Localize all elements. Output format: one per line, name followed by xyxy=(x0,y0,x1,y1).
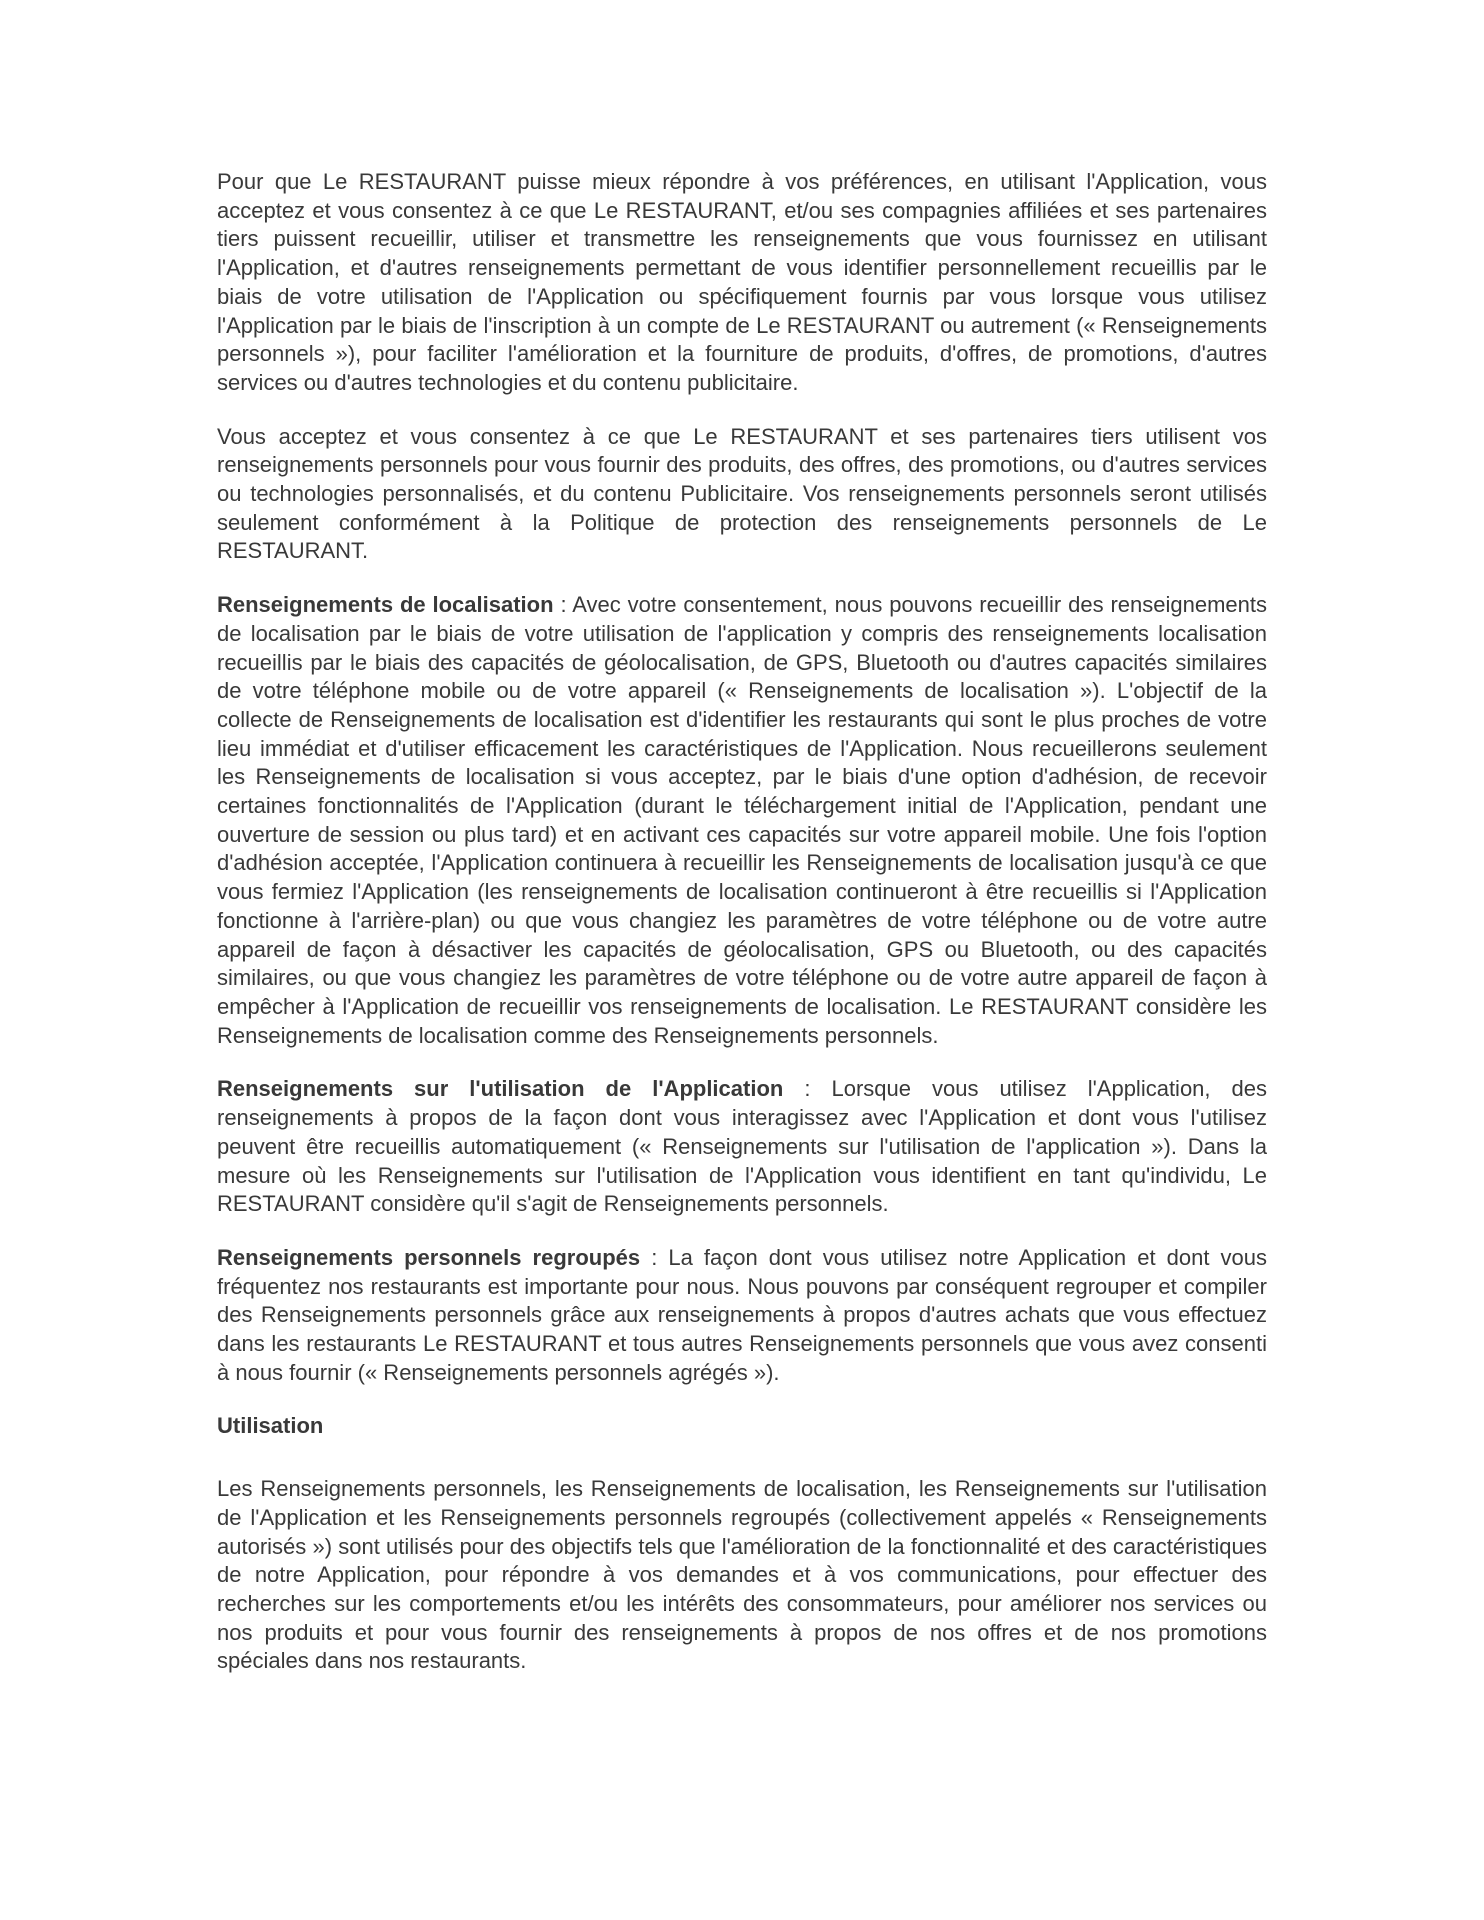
paragraph-text: Vous acceptez et vous consentez à ce que Le RESTAURANT et ses partenaires tiers utilisent vos renseignements personnels pour vous fournir des produits, des offres, des promotions, ou d'autres services ou technologies personnalisés, et du contenu Publicitaire. Vos renseignements personnels seront utilisés seulement conformément à la Politique de protection des renseignements personnels de Le RESTAURANT. xyxy=(217,423,1267,564)
paragraph-text: Avec votre consentement, nous pouvons recueillir des renseignements de localisation par le biais de votre utilisation de l'application y compris des renseignements localisation recueillis par le biais des capacités de géolocalisation, de GPS, Bluetooth ou d'autres capacités similaires de votre téléphone mobile ou de votre appareil (« Renseignements de localisation »). L'objectif de la collecte de Renseignements de localisation est d'identifier les restaurants qui sont le plus proches de votre lieu immédiat et d'utiliser efficacement les caractéristiques de l'Application. Nous recueillerons seulement les Renseignements de localisation si vous acceptez, par le biais d'une option d'adhésion, de recevoir certaines fonctionnalités de l'Application (durant le téléchargement initial de l'Application, pendant une ouverture de session ou plus tard) et en activant ces capacités sur votre appareil mobile. Une fois l'option d'adhésion acceptée, l'Application continuera à recueillir les Renseignements de localisation jusqu'à ce que vous fermiez l'Application (les renseignements de localisation continueront à être recueillis si l'Application fonctionne à l'arrière-plan) ou que vous changiez les paramètres de votre téléphone ou de votre autre appareil de façon à désactiver les capacités de géolocalisation, GPS ou Bluetooth, ou des capacités similaires, ou que vous changiez les paramètres de votre téléphone ou de votre autre appareil de façon à empêcher à l'Application de recueillir vos renseignements de localisation. Le RESTAURANT considère les Renseignements de localisation comme des Renseignements personnels. xyxy=(217,592,1267,1048)
paragraph-separator: : xyxy=(640,1244,669,1270)
paragraph-consent-collection xyxy=(217,168,1267,398)
document-content xyxy=(217,168,1267,1701)
paragraph-app-usage-info xyxy=(217,1075,1267,1219)
paragraph-label-aggregated-info: Renseignements personnels regroupés xyxy=(217,1244,641,1270)
paragraph-text: Les Renseignements personnels, les Renseignements de localisation, les Renseignements sur l'utilisation de l'Application et les Renseignements personnels regroupés (collectivement appelés « Renseignements autorisés ») sont utilisés pour des objectifs tels que l'amélioration de la fonctionnalité et des caractéristiques de notre Application, pour répondre à vos demandes et à vos communications, pour effectuer des recherches sur les comportements et/ou les intérêts des consommateurs, pour améliorer nos services ou nos produits et pour vous fournir des renseignements à propos de nos offres et de nos promotions spéciales dans nos restaurants. xyxy=(217,1476,1267,1674)
paragraph-text: Lorsque vous utilisez l'Application, des renseignements à propos de la façon dont vous interagissez avec l'Application et dont vous l'utilisez peuvent être recueillis automatiquement (« Renseignements sur l'utilisation de l'application »). Dans la mesure où les Renseignements sur l'utilisation de l'Application vous identifient en tant qu'individu, Le RESTAURANT considère qu'il s'agit de Renseignements personnels. xyxy=(217,1076,1268,1217)
paragraph-aggregated-info xyxy=(217,1244,1267,1388)
paragraph-text: Pour que Le RESTAURANT puisse mieux répondre à vos préférences, en utilisant l'Application, vous acceptez et vous consentez à ce que Le RESTAURANT, et/ou ses compagnies affiliées et ses partenaires tiers puissent recueillir, utiliser et transmettre les renseignements que vous fournissez en utilisant l'Application, et d'autres renseignements permettant de vous identifier personnellement recueillis par le biais de votre utilisation de l'Application ou spécifiquement fournis par vous lorsque vous utilisez l'Application par le biais de l'inscription à un compte de Le RESTAURANT ou autrement (« Renseignements personnels »), pour faciliter l'amélioration et la fourniture de produits, d'offres, de promotions, d'autres services ou d'autres technologies et du contenu publicitaire. xyxy=(217,169,1267,395)
paragraph-label-app-usage-info: Renseignements sur l'utilisation de l'Application xyxy=(217,1076,784,1102)
paragraph-separator: : xyxy=(553,592,573,618)
paragraph-text: La façon dont vous utilisez notre Application et dont vous fréquentez nos restaurants est importante pour nous. Nous pouvons par conséquent regrouper et compiler des Renseignements personnels grâce aux renseignements à propos d'autres achats que vous effectuez dans les restaurants Le RESTAURANT et tous autres Renseignements personnels que vous avez consenti à nous fournir (« Renseignements personnels agrégés »). xyxy=(217,1244,1267,1385)
section-heading-utilisation: Utilisation xyxy=(217,1413,324,1439)
paragraph-personalized-offers xyxy=(217,423,1267,567)
paragraph-location-info xyxy=(217,591,1267,1050)
paragraph-usage-purposes xyxy=(217,1475,1267,1676)
paragraph-label-location-info: Renseignements de localisation xyxy=(217,592,554,618)
paragraph-separator: : xyxy=(783,1076,832,1102)
